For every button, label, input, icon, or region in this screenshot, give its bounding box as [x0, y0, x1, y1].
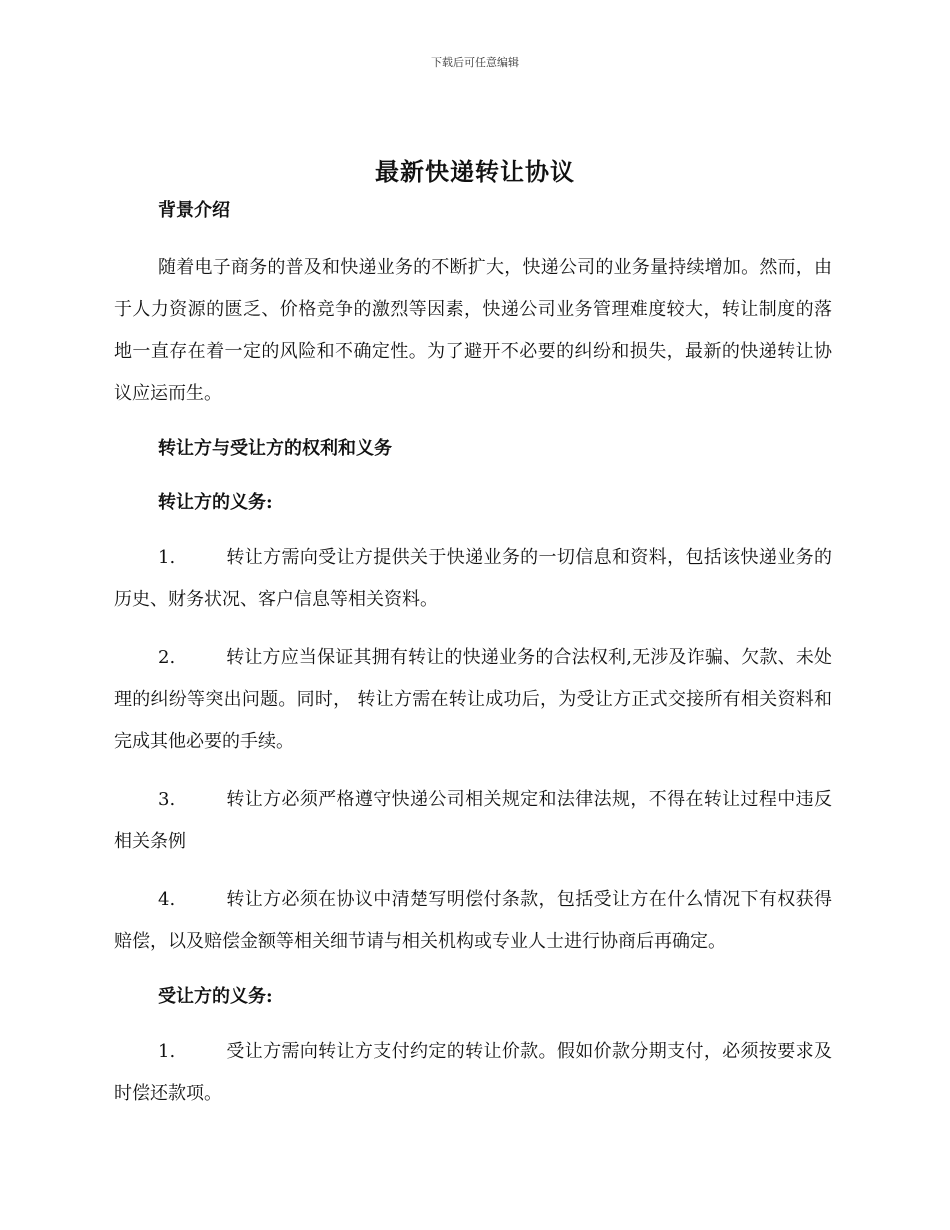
rights-heading: 转让方与受让方的权利和义务	[158, 438, 392, 459]
background-heading: 背景介绍	[158, 200, 230, 221]
list-item-text: 转让方必须在协议中清楚写明偿付条款，包括受让方在什么情况下有权获得赔偿，以及赔偿金额等相关细节请与相关机构或专业人士进行协商后再确定。	[114, 889, 832, 952]
transferor-list	[114, 537, 832, 963]
list-item	[114, 637, 832, 763]
list-item	[114, 537, 832, 621]
list-item-number: 1.	[158, 1041, 176, 1062]
document-title: 最新快递转让协议	[375, 158, 575, 186]
list-item	[114, 879, 832, 963]
list-item-number: 1.	[158, 547, 176, 568]
list-item	[114, 1031, 832, 1115]
list-item-number: 4.	[158, 889, 176, 910]
list-item-number: 3.	[158, 789, 176, 810]
transferee-heading: 受让方的义务:	[158, 986, 273, 1007]
list-item-text: 受让方需向转让方支付约定的转让价款。假如价款分期支付，必须按要求及时偿还款项。	[114, 1041, 832, 1104]
list-item-text: 转让方应当保证其拥有转让的快递业务的合法权利,无涉及诈骗、欠款、未处理的纠纷等突出问题。同时， 转让方需在转让成功后，为受让方正式交接所有相关资料和完成其他必要的手续。	[114, 647, 832, 752]
background-paragraph: 随着电子商务的普及和快递业务的不断扩大，快递公司的业务量持续增加。然而，由于人力资源的匮乏、价格竞争的激烈等因素，快递公司业务管理难度较大，转让制度的落地一直存在着一定的风险和不确定性。为了避开不必要的纠纷和损失，最新的快递转让协议应运而生。	[114, 257, 832, 404]
list-item-number: 2.	[158, 647, 176, 668]
transferee-list	[114, 1031, 832, 1115]
list-item-text: 转让方必须严格遵守快递公司相关规定和法律法规，不得在转让过程中违反相关条例	[114, 789, 832, 852]
list-item-text: 转让方需向受让方提供关于快递业务的一切信息和资料，包括该快递业务的历史、财务状况、客户信息等相关资料。	[114, 547, 832, 610]
header-note: 下载后可任意编辑	[431, 56, 519, 69]
transferor-heading: 转让方的义务:	[158, 492, 273, 513]
document-body	[114, 195, 832, 1115]
list-item	[114, 779, 832, 863]
